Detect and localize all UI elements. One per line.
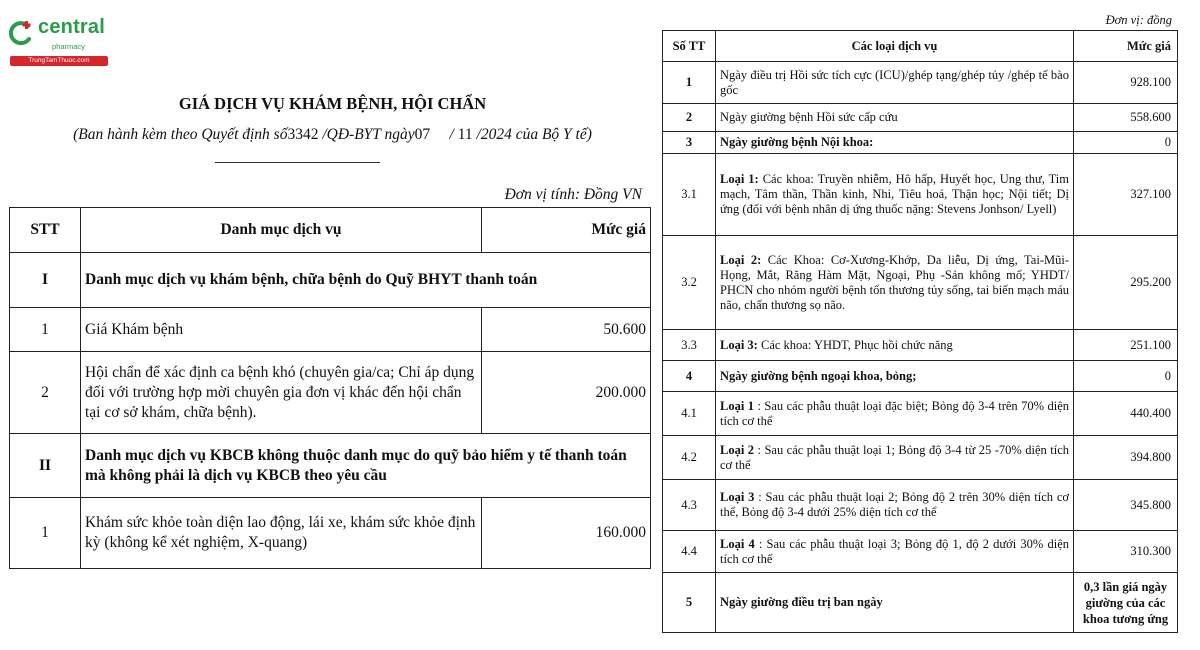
logo-site: TrungTamThuoc.com <box>10 56 108 66</box>
service-cell: Loại 1 : Sau các phẫu thuật loại đặc biệt; Bỏng độ 3-4 trên 70% diện tích cơ thể <box>716 392 1074 436</box>
table-row <box>663 132 1178 154</box>
bed-price-table <box>662 30 1178 633</box>
table-row <box>663 436 1178 480</box>
table-row <box>663 392 1178 436</box>
price-cell: 327.100 <box>1074 154 1178 236</box>
stt-cell: 1 <box>10 498 81 569</box>
table-row <box>663 330 1178 361</box>
stt-cell: I <box>10 253 81 308</box>
header-service-type: Các loại dịch vụ <box>716 31 1074 62</box>
table-row <box>663 62 1178 104</box>
table-row <box>663 531 1178 573</box>
price-cell: 558.600 <box>1074 104 1178 132</box>
stt-cell: 4 <box>663 361 716 392</box>
table-row <box>663 361 1178 392</box>
price-cell: 440.400 <box>1074 392 1178 436</box>
decision-month: 11 <box>457 126 473 143</box>
header-stt: Số TT <box>663 31 716 62</box>
page-subtitle: (Ban hành kèm theo Quyết định số3342 /QĐ-BYT ngày07 / 11 /2024 của Bộ Y tế) <box>73 126 592 143</box>
price-cell: 295.200 <box>1074 236 1178 330</box>
price-cell: 160.000 <box>482 498 651 569</box>
stt-cell: 1 <box>10 308 81 352</box>
header-price: Mức giá <box>482 208 651 253</box>
service-cell: Loại 3 : Sau các phẫu thuật loại 2; Bỏng độ 2 trên 30% diện tích cơ thể, Bỏng độ 3-4 dưới 25% diện tích cơ thể <box>716 480 1074 531</box>
table-row <box>10 498 651 569</box>
service-cell: Khám sức khỏe toàn diện lao động, lái xe, khám sức khỏe định kỳ (không kể xét nghiệm, X-quang) <box>81 498 482 569</box>
stt-cell: 5 <box>663 573 716 633</box>
table-row <box>10 352 651 434</box>
stt-cell: 4.3 <box>663 480 716 531</box>
service-cell: Giá Khám bệnh <box>81 308 482 352</box>
stt-cell: II <box>10 434 81 498</box>
currency-unit-note: Đơn vị tính: Đồng VN <box>504 186 642 203</box>
price-cell: 310.300 <box>1074 531 1178 573</box>
stt-cell: 4.2 <box>663 436 716 480</box>
table-row <box>663 104 1178 132</box>
stt-cell: 2 <box>10 352 81 434</box>
exam-price-table <box>9 207 651 569</box>
price-cell: 345.800 <box>1074 480 1178 531</box>
stt-cell: 1 <box>663 62 716 104</box>
price-cell: 200.000 <box>482 352 651 434</box>
service-cell: Ngày giường bệnh ngoại khoa, bỏng; <box>716 361 1074 392</box>
logo-name: central <box>38 16 105 38</box>
table-row <box>663 236 1178 330</box>
title-divider <box>215 162 380 163</box>
central-pharmacy-logo <box>8 18 108 68</box>
price-cell: 50.600 <box>482 308 651 352</box>
service-cell: Danh mục dịch vụ KBCB không thuộc danh mục do quỹ bảo hiểm y tế thanh toán mà không phải là dịch vụ KBCB theo yêu cầu <box>81 434 651 498</box>
table-header-row <box>663 31 1178 62</box>
table-row <box>663 480 1178 531</box>
service-cell: Loại 2 : Sau các phẫu thuật loại 1; Bỏng độ 3-4 từ 25 -70% diện tích cơ thể <box>716 436 1074 480</box>
pharmacy-cross-icon <box>8 20 34 46</box>
header-stt: STT <box>10 208 81 253</box>
service-cell: Loại 2: Các Khoa: Cơ-Xương-Khớp, Da liễu, Dị ứng, Tai-Mũi-Họng, Mắt, Răng Hàm Mặt, Ngoại, Phụ -Sản không mổ; YHDT/ PHCN cho nhóm người bệnh tổn thương tủy sống, tai biến mạch máu não, chấn thương sọ não. <box>716 236 1074 330</box>
service-cell: Ngày điều trị Hồi sức tích cực (ICU)/ghép tạng/ghép tủy /ghép tế bào gốc <box>716 62 1074 104</box>
price-cell: 0 <box>1074 132 1178 154</box>
page-title: GIÁ DỊCH VỤ KHÁM BỆNH, HỘI CHẨN <box>178 94 487 113</box>
service-cell: Loại 3: Các khoa: YHDT, Phục hồi chức năng <box>716 330 1074 361</box>
section-row <box>10 434 651 498</box>
service-cell: Ngày giường bệnh Hồi sức cấp cứu <box>716 104 1074 132</box>
decision-number: 3342 <box>287 126 319 143</box>
stt-cell: 3.3 <box>663 330 716 361</box>
stt-cell: 4.4 <box>663 531 716 573</box>
stt-cell: 3.1 <box>663 154 716 236</box>
header-price: Mức giá <box>1074 31 1178 62</box>
service-cell: Hội chẩn để xác định ca bệnh khó (chuyên gia/ca; Chỉ áp dụng đối với trường hợp mời chuyên gia đơn vị khác đến hội chẩn tại cơ sở khám, chữa bệnh). <box>81 352 482 434</box>
price-note-cell: 0,3 lần giá ngày giường của các khoa tương ứng <box>1074 573 1178 633</box>
table-header-row <box>10 208 651 253</box>
table-row <box>663 154 1178 236</box>
logo-subtitle: pharmacy <box>52 42 85 51</box>
service-cell: Loại 1: Các khoa: Truyền nhiễm, Hô hấp, Huyết học, Ung thư, Tim mạch, Tâm thần, Thần kinh, Nhi, Tiêu hoá, Thận học; Nội tiết; Dị ứng (đối với bệnh nhân dị ứng thuốc nặng: Stevens Jonhson/ Lyell) <box>716 154 1074 236</box>
service-cell: Danh mục dịch vụ khám bệnh, chữa bệnh do Quỹ BHYT thanh toán <box>81 253 651 308</box>
decision-day: 07 <box>414 126 431 143</box>
section-row <box>10 253 651 308</box>
table-row <box>663 573 1178 633</box>
stt-cell: 3 <box>663 132 716 154</box>
stt-cell: 3.2 <box>663 236 716 330</box>
service-cell: Loại 4 : Sau các phẫu thuật loại 3; Bỏng độ 1, độ 2 dưới 30% diện tích cơ thể <box>716 531 1074 573</box>
service-cell: Ngày giường điều trị ban ngày <box>716 573 1074 633</box>
price-cell: 251.100 <box>1074 330 1178 361</box>
service-cell: Ngày giường bệnh Nội khoa: <box>716 132 1074 154</box>
price-cell: 394.800 <box>1074 436 1178 480</box>
header-service: Danh mục dịch vụ <box>81 208 482 253</box>
stt-cell: 2 <box>663 104 716 132</box>
price-cell: 928.100 <box>1074 62 1178 104</box>
stt-cell: 4.1 <box>663 392 716 436</box>
currency-unit-note-right: Đơn vị: đồng <box>1105 13 1172 27</box>
price-cell: 0 <box>1074 361 1178 392</box>
table-row <box>10 308 651 352</box>
